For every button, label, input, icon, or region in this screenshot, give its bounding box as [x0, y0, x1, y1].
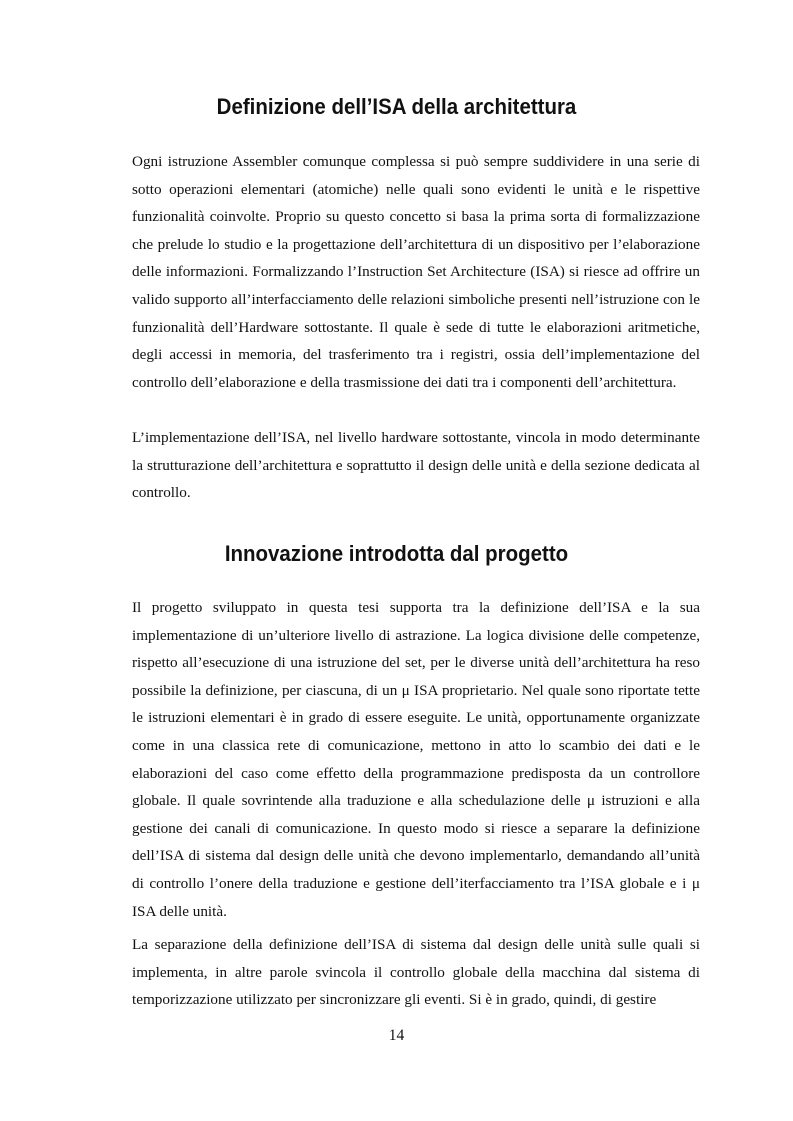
paragraph-project-description: Il progetto sviluppato in questa tesi supporta tra la definizione dell’ISA e la sua implementazione di un’ulteriore livello di astrazione. La logica divisione delle competenze, rispetto all’esecuzione di una istruzione del set, per le diverse unità dell’architettura ha reso possibile la definizione, per ciascuna, di un μ ISA proprietario. Nel quale sono riportate tette le istruzioni elementari è in grado di essere eseguite. Le unità, opportunamente organizzate come in una classica rete di comunicazione, mettono in atto lo scambio dei dati e le elaborazioni del caso come effetto della programmazione predisposta da un controllore globale. Il quale sovrintende alla traduzione e alla schedulazione delle μ istruzioni e alla gestione dei canali di comunicazione. In questo modo si riesce a separare la definizione dell’ISA di sistema dal design delle unità che devono implementarlo, demandando all’unità di controllo l’onere della traduzione e gestione dell’iterfacciamento tra l’ISA globale e i μ ISA delle unità. [132, 599, 700, 920]
section-title-isa-definition: Definizione dell’ISA della architettura [216, 94, 577, 119]
paragraph-isa-separation: La separazione della definizione dell’ISA di sistema dal design delle unità sulle quali si implementa, in altre parole svincola il controllo globale della macchina dal sistema di temporizzazione utilizzato per sincronizzare gli eventi. Si è in grado, quindi, di gestire [132, 936, 700, 1009]
paragraph-isa-intro: Ogni istruzione Assembler comunque complessa si può sempre suddividere in una serie di sotto operazioni elementari (atomiche) nelle quali sono evidenti le unità e le rispettive funzionalità coinvolte. Proprio su questo concetto si basa la prima sorta di formalizzazione che prelude lo studio e la progettazione dell’architettura di un dispositivo per l’elaborazione delle informazioni. Formalizzando l’Instruction Set Architecture (ISA) si riesce ad offrire un valido supporto all’interfacciamento delle relazioni simboliche presenti nell’istruzione con le funzionalità dell’Hardware sottostante. Il quale è sede di tutte le elaborazioni aritmetiche, degli accessi in memoria, del trasferimento tra i registri, ossia dell’implementazione del controllo dell’elaborazione e della trasmissione dei dati tra i componenti dell’architettura. [132, 153, 700, 391]
page-number: 14 [388, 1027, 405, 1044]
paragraph-isa-implementation: L’implementazione dell’ISA, nel livello hardware sottostante, vincola in modo determinante la strutturazione dell’architettura e soprattutto il design delle unità e della sezione dedicata al controllo. [132, 429, 700, 502]
section-title-project-innovation: Innovazione introdotta dal progetto [224, 541, 569, 566]
